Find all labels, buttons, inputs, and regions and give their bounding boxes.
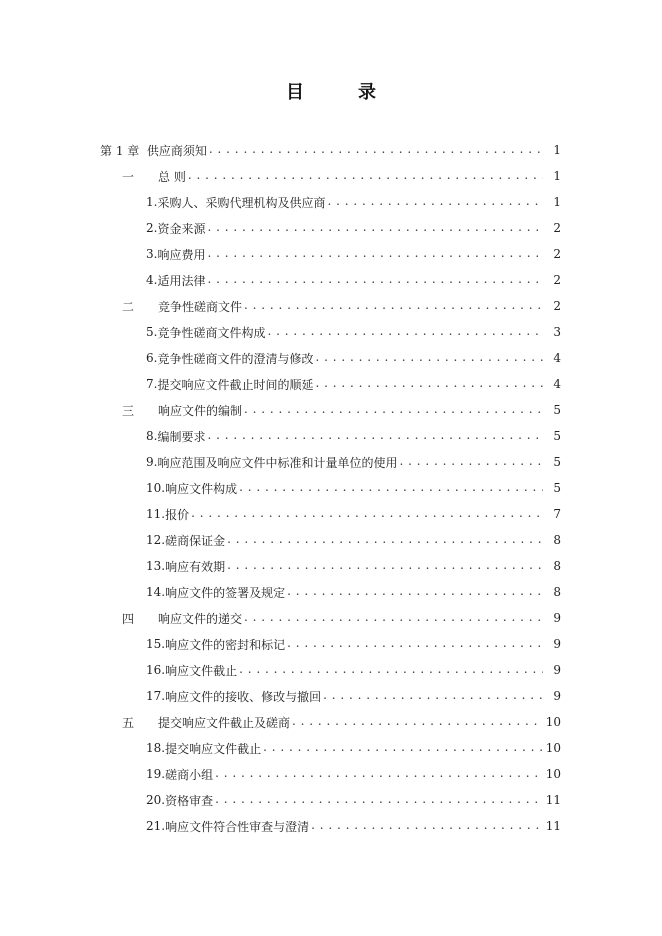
dot-leader xyxy=(287,585,543,599)
toc-number: 11. xyxy=(146,507,166,521)
dot-leader xyxy=(287,637,543,651)
toc-number: 6. xyxy=(146,351,158,365)
toc-entry-item[interactable] xyxy=(146,761,561,787)
toc-number: 21. xyxy=(146,819,166,833)
dot-leader xyxy=(207,273,543,287)
dot-leader xyxy=(263,741,543,755)
toc-number: 五 xyxy=(122,715,135,730)
toc-text: 适用法律 xyxy=(157,273,206,288)
toc-page-number: 9 xyxy=(553,637,561,651)
toc-page-number: 9 xyxy=(553,689,561,703)
toc-entry-item[interactable] xyxy=(146,371,561,397)
toc-entry-item[interactable] xyxy=(146,553,561,579)
dot-leader xyxy=(267,325,543,339)
toc-page-number: 8 xyxy=(553,533,561,547)
toc-number: 15. xyxy=(146,637,166,651)
toc-number: 13. xyxy=(146,559,166,573)
toc-entry-item[interactable] xyxy=(146,735,561,761)
toc-number: 2. xyxy=(146,221,158,235)
toc-number: 1. xyxy=(146,195,158,209)
dot-leader xyxy=(323,689,543,703)
toc-text: 编制要求 xyxy=(157,429,206,444)
toc-entry-section[interactable] xyxy=(122,163,561,189)
toc-text: 磋商小组 xyxy=(165,767,214,782)
dot-leader xyxy=(311,819,543,833)
dot-leader xyxy=(244,299,543,313)
toc-text: 提交响应文件截止 xyxy=(165,741,262,756)
toc-entry-item[interactable] xyxy=(146,683,561,709)
dot-leader xyxy=(207,247,543,261)
dot-leader xyxy=(207,429,543,443)
toc-page-number: 7 xyxy=(553,507,561,521)
toc-entry-section[interactable] xyxy=(122,709,561,735)
toc-entry-section[interactable] xyxy=(122,397,561,423)
toc-number: 三 xyxy=(122,403,135,418)
toc-text: 响应文件的密封和标记 xyxy=(165,637,286,652)
toc-text: 竞争性磋商文件构成 xyxy=(157,325,266,340)
toc-page-number: 5 xyxy=(553,481,561,495)
toc-entry-item[interactable] xyxy=(146,527,561,553)
toc-entry-item[interactable] xyxy=(146,813,561,839)
toc-entry-item[interactable] xyxy=(146,579,561,605)
toc-entry-item[interactable] xyxy=(146,423,561,449)
toc-number: 四 xyxy=(122,611,135,626)
dot-leader xyxy=(227,559,543,573)
toc-text: 磋商保证金 xyxy=(165,533,226,548)
toc-number: 9. xyxy=(146,455,158,469)
toc-number: 20. xyxy=(146,793,166,807)
toc-page-number: 4 xyxy=(553,351,561,365)
toc-text: 响应范围及响应文件中标准和计量单位的使用 xyxy=(157,455,398,470)
toc-text: 资金来源 xyxy=(157,221,206,236)
dot-leader xyxy=(191,507,543,521)
dot-leader xyxy=(315,377,543,391)
dot-leader xyxy=(239,663,543,677)
toc-page-number: 1 xyxy=(553,143,561,157)
toc-page-number: 11 xyxy=(545,793,561,807)
toc-entry-section[interactable] xyxy=(122,605,561,631)
toc-number: 一 xyxy=(122,169,135,184)
toc-entry-chapter-1[interactable] xyxy=(100,137,561,163)
toc-number: 14. xyxy=(146,585,166,599)
toc-number: 4. xyxy=(146,273,158,287)
toc-entry-item[interactable] xyxy=(146,189,561,215)
toc-entry-item[interactable] xyxy=(146,501,561,527)
toc-number: 3. xyxy=(146,247,158,261)
toc-page-number: 2 xyxy=(553,299,561,313)
toc-entry-item[interactable] xyxy=(146,345,561,371)
dot-leader xyxy=(188,169,543,183)
toc-text: 响应文件截止 xyxy=(165,663,238,678)
toc-page-number: 8 xyxy=(553,585,561,599)
dot-leader xyxy=(215,793,543,807)
toc-number: 16. xyxy=(146,663,166,677)
toc-text: 响应文件构成 xyxy=(165,481,238,496)
toc-text: 提交响应文件截止时间的顺延 xyxy=(157,377,314,392)
toc-page-number: 8 xyxy=(553,559,561,573)
toc-page-number: 1 xyxy=(553,169,561,183)
toc-entry-item[interactable] xyxy=(146,241,561,267)
toc-text: 提交响应文件截止及磋商 xyxy=(158,715,291,730)
toc-number: 5. xyxy=(146,325,158,339)
dot-leader xyxy=(315,351,543,365)
toc-page-number: 5 xyxy=(553,429,561,443)
dot-leader xyxy=(244,611,543,625)
toc-page-number: 2 xyxy=(553,221,561,235)
toc-number: 8. xyxy=(146,429,158,443)
dot-leader xyxy=(239,481,543,495)
toc-text: 响应文件的签署及规定 xyxy=(165,585,286,600)
dot-leader xyxy=(399,455,543,469)
toc-text: 响应文件符合性审查与澄清 xyxy=(165,819,310,834)
dot-leader xyxy=(215,767,543,781)
toc-text: 竞争性磋商文件 xyxy=(158,299,243,314)
toc-text: 资格审查 xyxy=(165,793,214,808)
toc-number: 12. xyxy=(146,533,166,547)
dot-leader xyxy=(209,143,543,157)
toc-page-number: 9 xyxy=(553,663,561,677)
toc-text: 总 则 xyxy=(158,169,186,184)
toc-page-number: 4 xyxy=(553,377,561,391)
toc-text: 响应有效期 xyxy=(165,559,226,574)
toc-page-number: 10 xyxy=(545,767,561,781)
toc-entry-item[interactable] xyxy=(146,631,561,657)
toc-page-number: 11 xyxy=(545,819,561,833)
toc-text: 响应费用 xyxy=(157,247,206,262)
toc-number: 7. xyxy=(146,377,158,391)
toc-page-number: 5 xyxy=(553,403,561,417)
toc-number: 19. xyxy=(146,767,166,781)
toc-entry-item[interactable] xyxy=(146,319,561,345)
toc-entry-item[interactable] xyxy=(146,475,561,501)
toc-text: 报价 xyxy=(165,507,190,522)
toc-entry-section[interactable] xyxy=(122,293,561,319)
toc-number: 10. xyxy=(146,481,166,495)
dot-leader xyxy=(207,221,543,235)
toc-page-number: 3 xyxy=(553,325,561,339)
toc-text: 采购人、采购代理机构及供应商 xyxy=(157,195,326,210)
toc-page-number: 5 xyxy=(553,455,561,469)
toc-page-number: 9 xyxy=(553,611,561,625)
toc-page-number: 2 xyxy=(553,247,561,261)
toc-number: 二 xyxy=(122,299,135,314)
toc-entry-item[interactable] xyxy=(146,787,561,813)
toc-page-number: 1 xyxy=(553,195,561,209)
toc-text: 竞争性磋商文件的澄清与修改 xyxy=(157,351,314,366)
toc-number: 第 1 章 xyxy=(100,143,140,158)
toc-page-number: 10 xyxy=(545,715,561,729)
toc-entry-item[interactable] xyxy=(146,449,561,475)
toc-page-number: 2 xyxy=(553,273,561,287)
toc-entry-item[interactable] xyxy=(146,657,561,683)
dot-leader xyxy=(292,715,543,729)
toc-text: 供应商须知 xyxy=(146,143,207,158)
toc-text: 响应文件的递交 xyxy=(158,611,243,626)
toc-number: 17. xyxy=(146,689,166,703)
toc-text: 响应文件的编制 xyxy=(158,403,243,418)
toc-entry-item[interactable] xyxy=(146,267,561,293)
toc-page-number: 10 xyxy=(545,741,561,755)
dot-leader xyxy=(227,533,543,547)
toc-text: 响应文件的接收、修改与撤回 xyxy=(165,689,322,704)
dot-leader xyxy=(327,195,543,209)
dot-leader xyxy=(244,403,543,417)
page-title: 目 录 xyxy=(286,82,394,103)
toc-number: 18. xyxy=(146,741,166,755)
toc-entry-item[interactable] xyxy=(146,215,561,241)
